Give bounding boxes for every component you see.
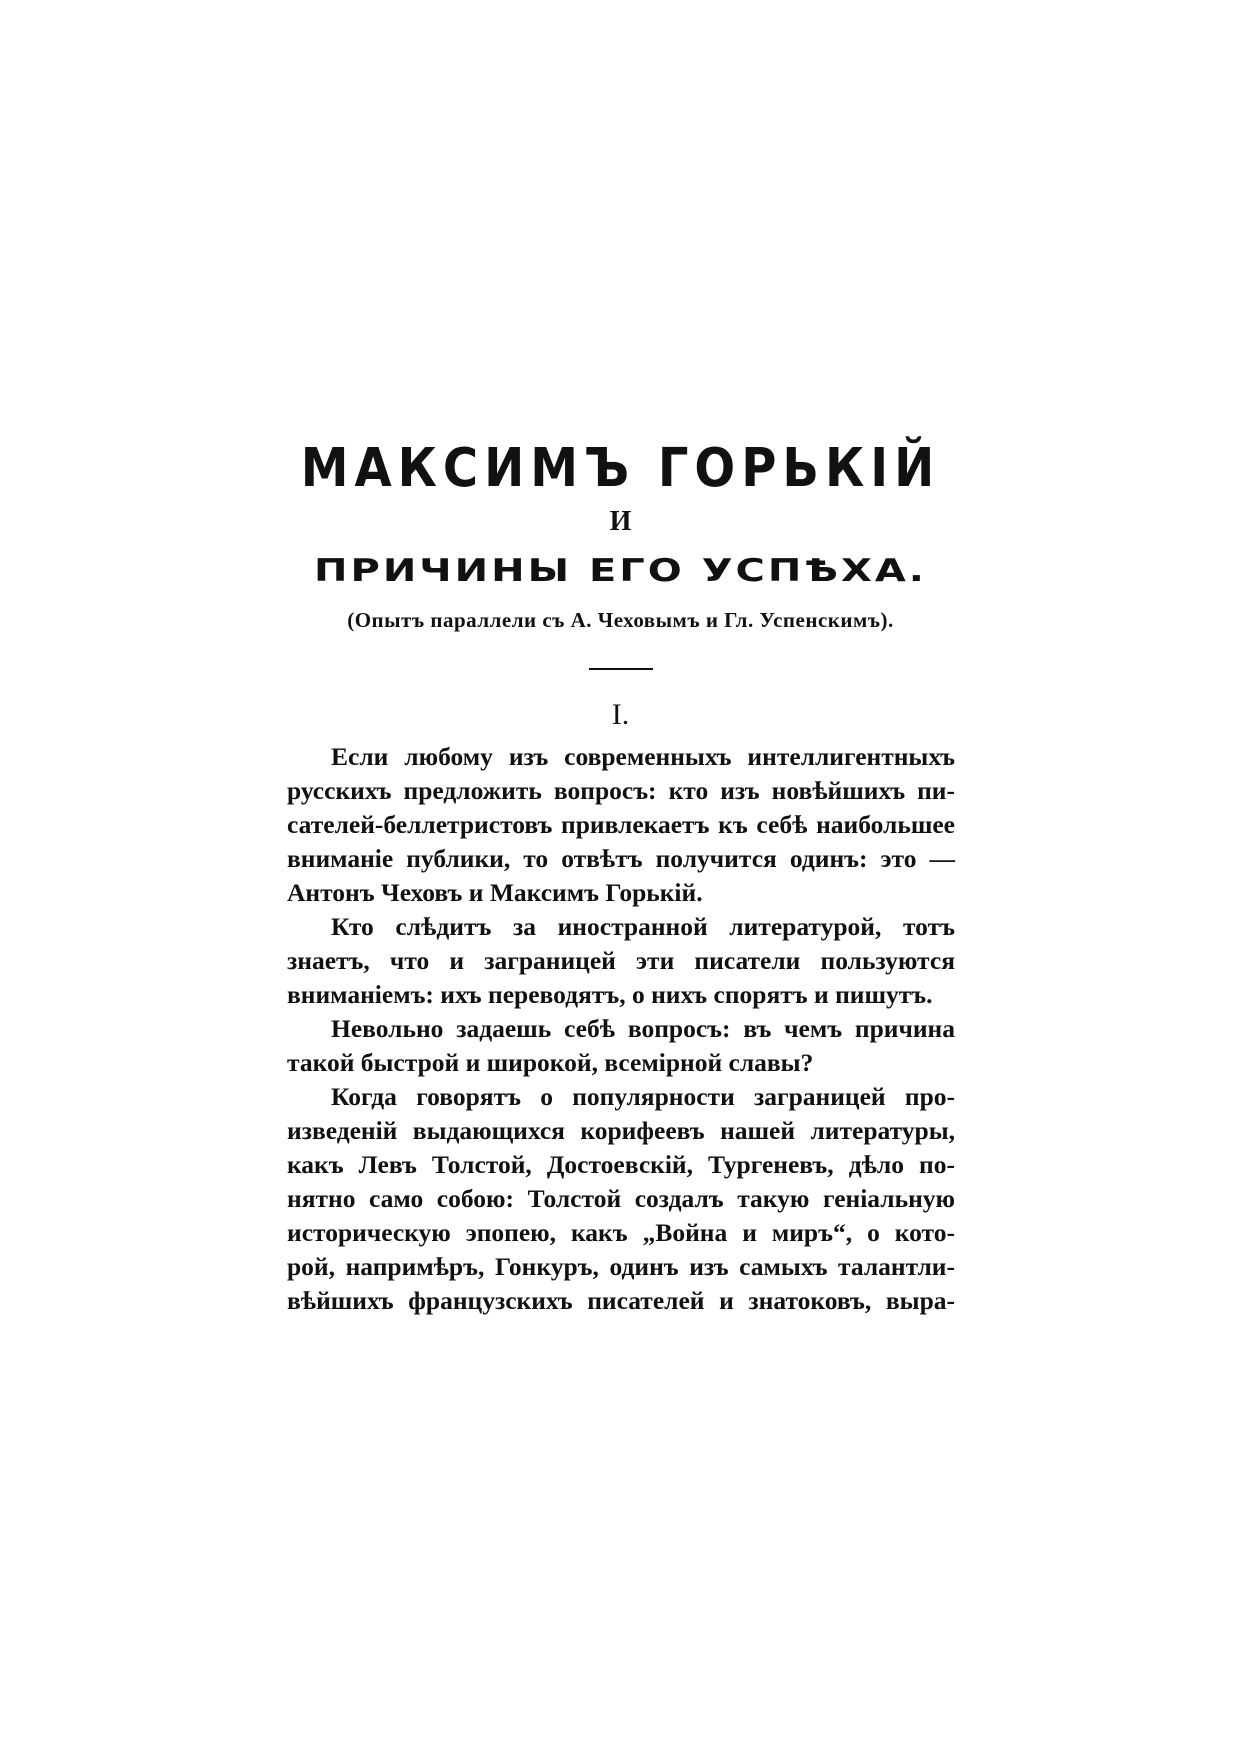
text-line: вниманіемъ: ихъ переводятъ, о нихъ спорятъ и пишутъ. (287, 980, 933, 1009)
title-author-name: МАКСИМЪ ГОРЬКІЙ (300, 436, 941, 500)
text-line: Антонъ Чеховъ и Максимъ Горькій. (287, 878, 703, 907)
title-conjunction: И (609, 506, 632, 537)
text-line: изведеній выдающихся корифеевъ нашей литературы, (287, 1116, 955, 1145)
text-line: какъ Левъ Толстой, Достоевскій, Тургеневъ, дѣло по- (287, 1150, 955, 1179)
text-line: нятно само собою: Толстой создалъ такую геніальную (287, 1184, 955, 1213)
subtitle: (Опытъ параллели съ А. Чеховымъ и Гл. Успенскимъ). (347, 608, 894, 632)
section-number: I. (611, 698, 630, 731)
paragraph (287, 910, 955, 1012)
title-subject: ПРИЧИНЫ ЕГО УСПѢХА. (314, 553, 927, 589)
paragraph (287, 1012, 955, 1080)
text-line: рой, напримѣръ, Гонкуръ, одинъ изъ самыхъ талантли- (287, 1252, 955, 1281)
text-line: вѣйшихъ французскихъ писателей и знатоковъ, выра- (287, 1286, 955, 1315)
text-line: Когда говорятъ о популярности заграницей про- (331, 1082, 955, 1111)
body-text (287, 740, 955, 1318)
text-line: Если любому изъ современныхъ интеллигентныхъ (331, 742, 955, 771)
text-line: историческую эпопею, какъ „Война и миръ“, о кото- (287, 1218, 955, 1247)
text-line: знаетъ, что и заграницей эти писатели пользуются (287, 946, 955, 975)
text-line: Невольно задаешь себѣ вопросъ: въ чемъ причина (331, 1014, 955, 1043)
paragraph (287, 1080, 955, 1318)
section-divider (589, 668, 653, 670)
paragraph (287, 740, 955, 910)
text-line: Кто слѣдитъ за иностранной литературой, тотъ (331, 912, 955, 941)
text-line: сателей-беллетристовъ привлекаетъ къ себѣ наибольшее (287, 810, 955, 839)
text-line: такой быстрой и широкой, всемірной славы? (287, 1048, 814, 1077)
text-line: русскихъ предложить вопросъ: кто изъ новѣйшихъ пи- (287, 776, 955, 805)
text-line: вниманіе публики, то отвѣтъ получится одинъ: это — (287, 844, 955, 873)
